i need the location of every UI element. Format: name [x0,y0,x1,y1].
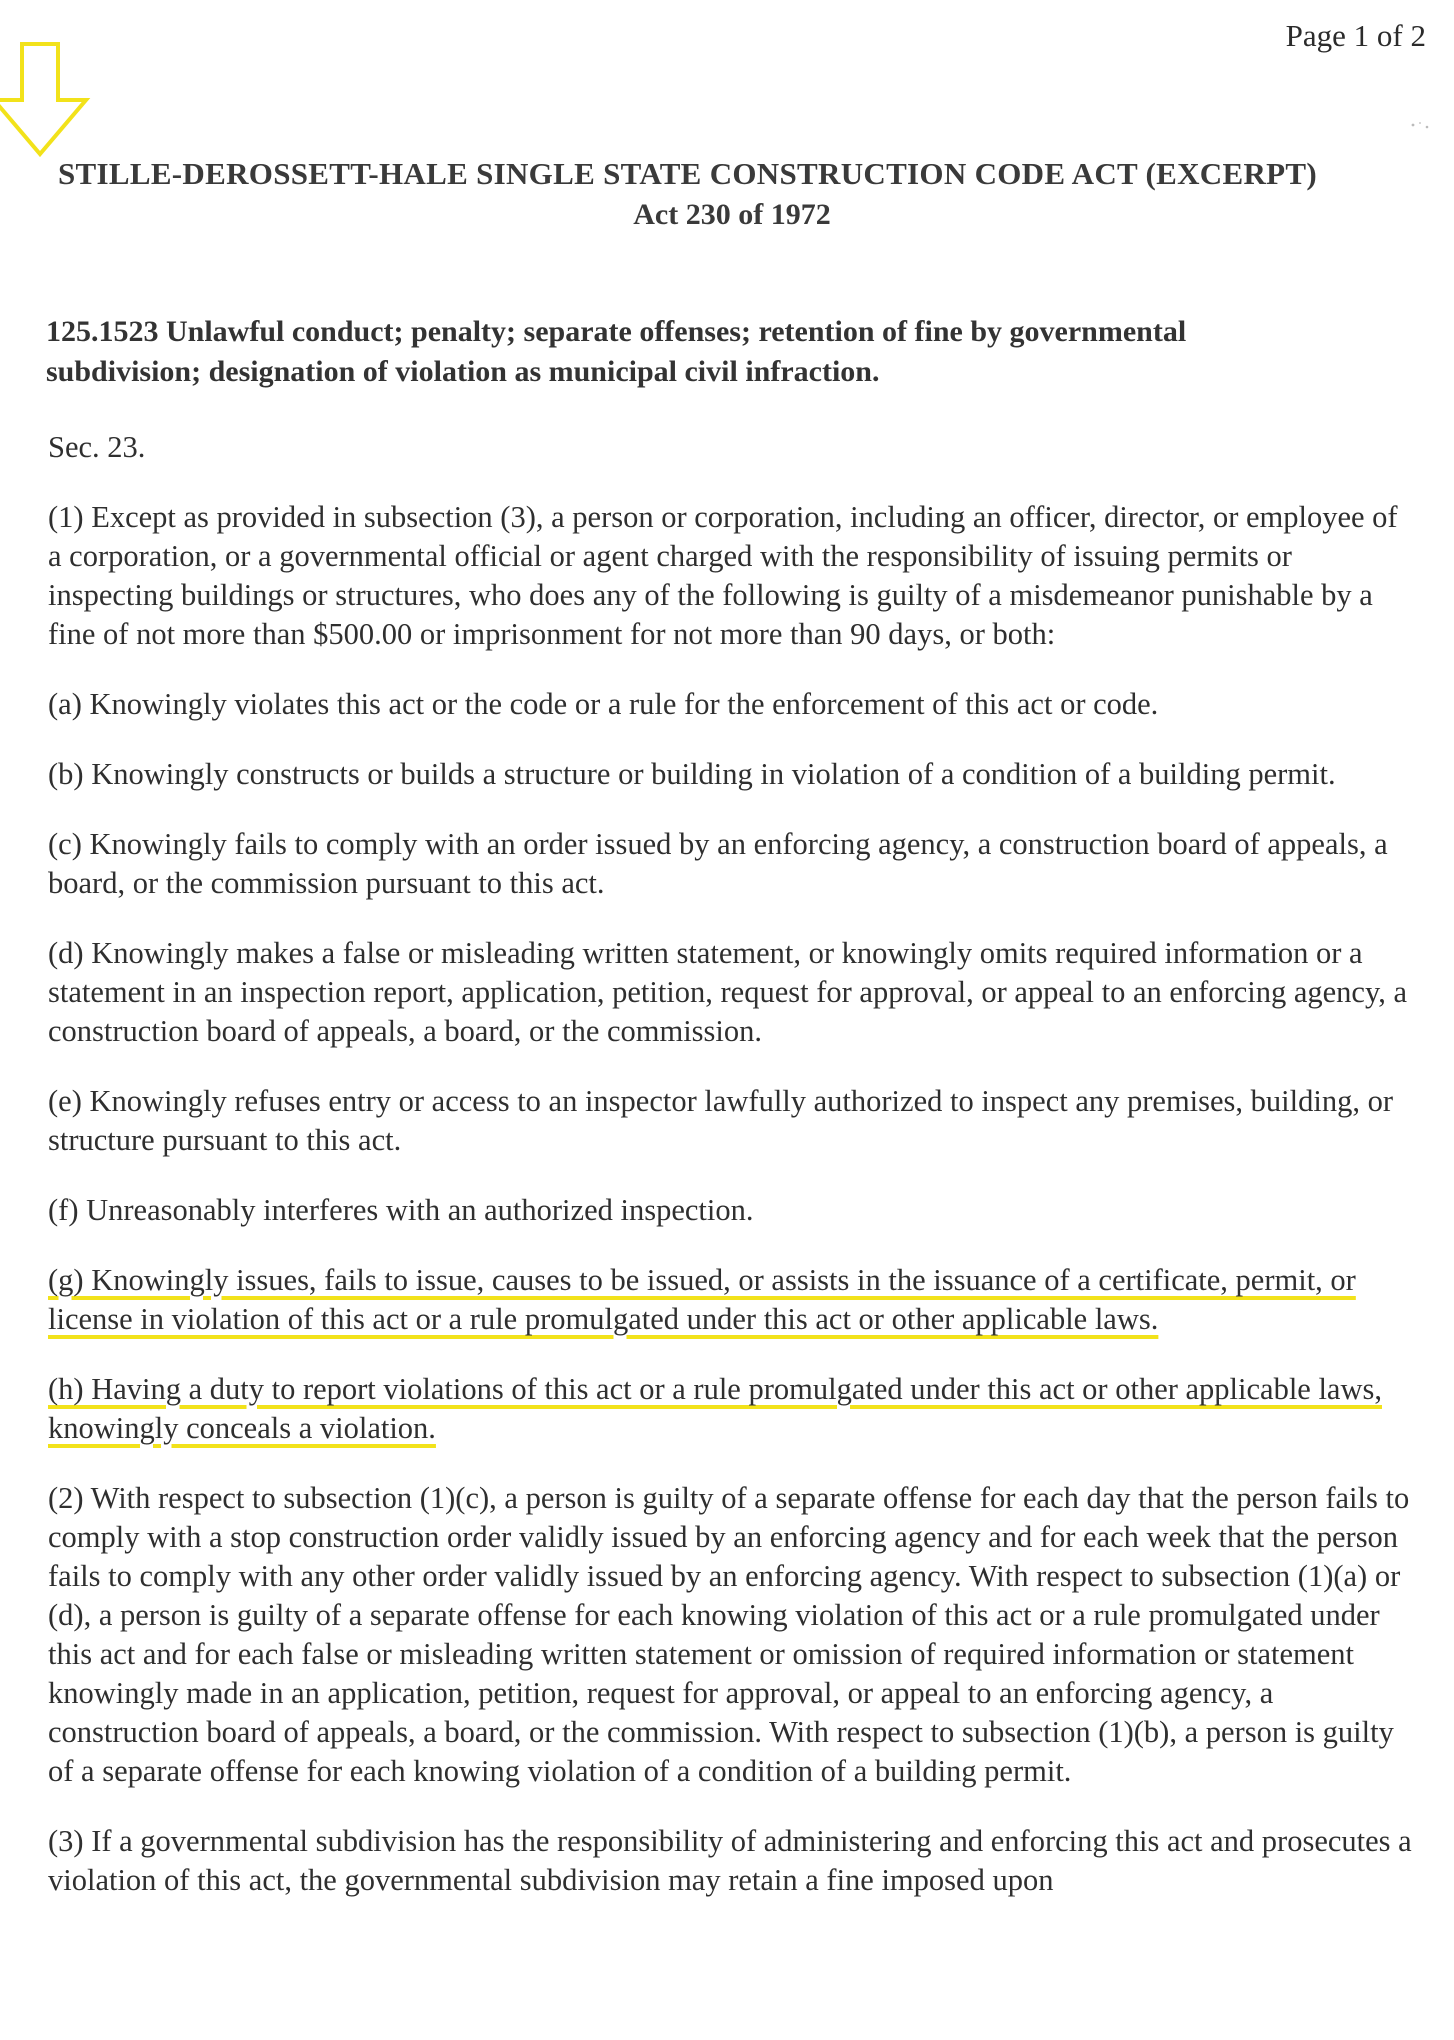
clause-h-highlighted [48,1370,1414,1448]
document-body [48,428,1414,1900]
scan-speck [1408,118,1434,132]
paragraph-2: (2) With respect to subsection (1)(c), a person is guilty of a separate offense for each day that the person fails to comply with a stop construction order validly issued by an enforcing agency and for each week that the person fails to comply with any other order validly issued by an enforcing agency. With respect to subsection (1)(a) or (d), a person is guilty of a separate offense for each knowing violation of this act or a rule promulgated under this act and for each false or misleading written statement or omission of required information or statement knowingly made in an application, petition, request for approval, or appeal to an enforcing agency, a construction board of appeals, a board, or the commission. With respect to subsection (1)(b), a person is guilty of a separate offense for each knowing violation of a condition of a building permit. [48,1481,1410,1788]
document-subtitle: Act 230 of 1972 [633,198,831,231]
clause-e: (e) Knowingly refuses entry or access to an inspector lawfully authorized to inspect any premises, building, or structure pursuant to this act. [48,1084,1394,1157]
paragraph-3: (3) If a governmental subdivision has the responsibility of administering and enforcing this act and prosecutes a violation of this act, the governmental subdivision may retain a fine imposed upon [48,1824,1412,1897]
section-number: Sec. 23. [48,430,146,464]
section-heading: 125.1523 Unlawful conduct; penalty; separate offenses; retention of fine by governmental subdivision; designation of violation as municipal civil infraction. [46,315,1187,388]
clause-f: (f) Unreasonably interferes with an authorized inspection. [48,1193,754,1227]
clause-a: (a) Knowingly violates this act or the code or a rule for the enforcement of this act or code. [48,687,1159,721]
document-header [0,156,1454,232]
clause-g-highlighted [48,1261,1414,1339]
clause-d: (d) Knowingly makes a false or misleading written statement, or knowingly omits required information or a statement in an inspection report, application, petition, request for approval, or appeal to an enforcing agency, a construction board of appeals, a board, or the commission. [48,936,1408,1048]
clause-b: (b) Knowingly constructs or builds a structure or building in violation of a condition of a building permit. [48,757,1336,791]
page-indicator: Page 1 of 2 [1285,18,1426,53]
clause-c: (c) Knowingly fails to comply with an order issued by an enforcing agency, a construction board of appeals, a board, or the commission pursuant to this act. [48,827,1388,900]
highlighted-text: (h) Having a duty to report violations of this act or a rule promulgated under this act or other applicable laws, knowingly conceals a violation. [48,1372,1382,1445]
paragraph-1: (1) Except as provided in subsection (3), a person or corporation, including an officer, director, or employee of a corporation, or a governmental official or agent charged with the responsibility of issuing permits or inspecting buildings or structures, who does any of the following is guilty of a misdemeanor punishable by a fine of not more than $500.00 or imprisonment for not more than 90 days, or both: [48,500,1398,651]
document-title: STILLE-DEROSSETT-HALE SINGLE STATE CONSTRUCTION CODE ACT (EXCERPT) [58,156,1317,191]
highlighted-text: (g) Knowingly issues, fails to issue, causes to be issued, or assists in the issuance of a certificate, permit, or license in violation of this act or a rule promulgated under this act or other applicable laws. [48,1263,1356,1336]
down-arrow-outline-icon [0,42,92,162]
